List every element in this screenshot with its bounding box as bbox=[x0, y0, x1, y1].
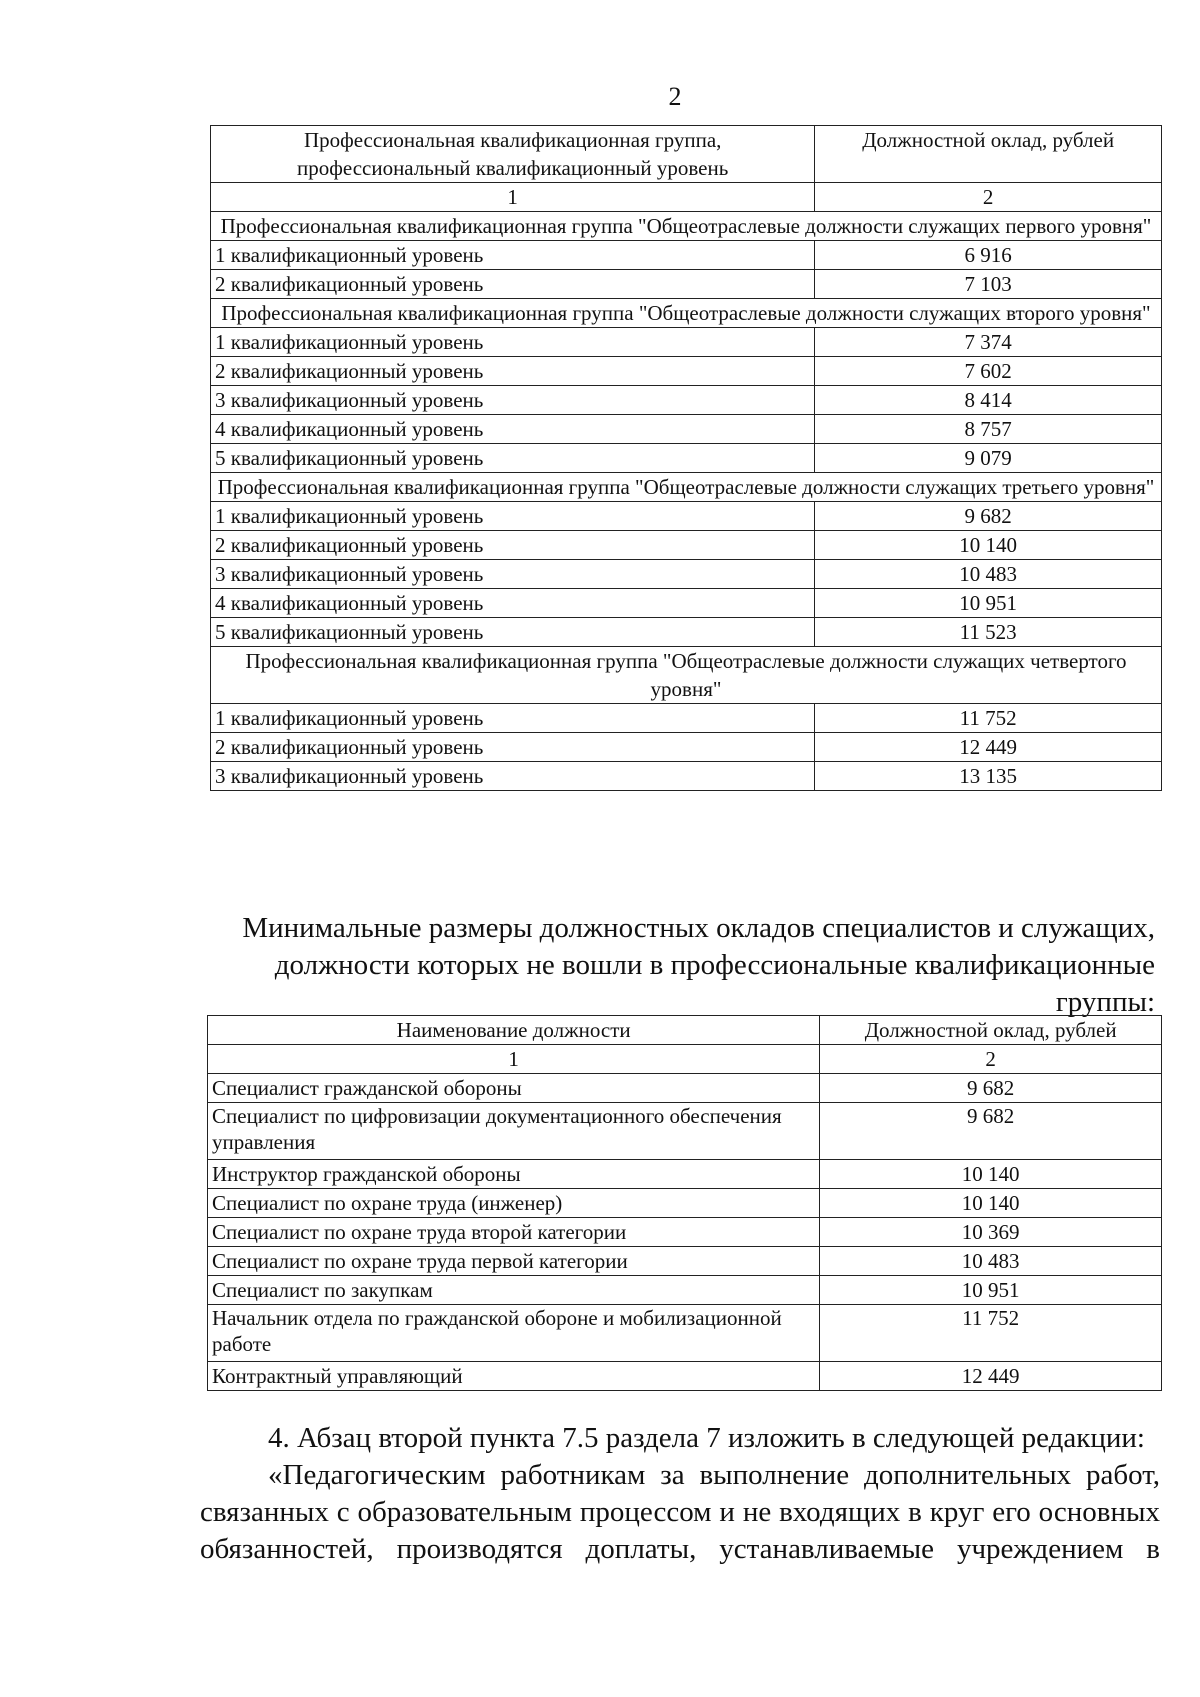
table-row bbox=[211, 270, 1162, 299]
table-row bbox=[211, 444, 1162, 473]
qualification-level: 1 квалификационный уровень bbox=[211, 328, 815, 357]
table-row bbox=[211, 531, 1162, 560]
table-row bbox=[208, 1218, 1162, 1247]
salary-value: 7 374 bbox=[815, 328, 1162, 357]
qualification-level: 2 квалификационный уровень bbox=[211, 531, 815, 560]
salary-value: 7 103 bbox=[815, 270, 1162, 299]
group-title-row bbox=[211, 647, 1162, 704]
position-name: Контрактный управляющий bbox=[208, 1362, 820, 1391]
table-row bbox=[211, 704, 1162, 733]
qualification-level: 5 квалификационный уровень bbox=[211, 444, 815, 473]
salary-value: 10 951 bbox=[815, 589, 1162, 618]
item-4-line-4: обязанностей, производятся доплаты, устанавливаемые учреждением в bbox=[200, 1533, 1160, 1565]
group-title-row bbox=[211, 299, 1162, 328]
table-row bbox=[208, 1305, 1162, 1362]
item-4-line-2: «Педагогическим работникам за выполнение дополнительных работ, bbox=[268, 1459, 1160, 1491]
qualification-level: 3 квалификационный уровень bbox=[211, 762, 815, 791]
table-row bbox=[211, 502, 1162, 531]
table2-col-number-1: 1 bbox=[208, 1045, 820, 1074]
salary-value: 8 414 bbox=[815, 386, 1162, 415]
table1-header-salary: Должностной оклад, рублей bbox=[815, 126, 1162, 183]
salary-value: 8 757 bbox=[815, 415, 1162, 444]
table-row bbox=[211, 328, 1162, 357]
qualification-level: 2 квалификационный уровень bbox=[211, 357, 815, 386]
table-row bbox=[211, 241, 1162, 270]
table-row bbox=[211, 618, 1162, 647]
table-row bbox=[211, 589, 1162, 618]
salary-value: 9 682 bbox=[815, 502, 1162, 531]
table-row bbox=[208, 1189, 1162, 1218]
qualification-level: 4 квалификационный уровень bbox=[211, 415, 815, 444]
qualification-level: 2 квалификационный уровень bbox=[211, 270, 815, 299]
salary-value: 9 682 bbox=[820, 1103, 1162, 1160]
qualification-level: 2 квалификационный уровень bbox=[211, 733, 815, 762]
table1-header-group: Профессиональная квалификационная группа, профессиональный квалификационный уровень bbox=[211, 126, 815, 183]
salary-value: 9 079 bbox=[815, 444, 1162, 473]
qualification-level: 4 квалификационный уровень bbox=[211, 589, 815, 618]
position-name: Инструктор гражданской обороны bbox=[208, 1160, 820, 1189]
qualification-level: 5 квалификационный уровень bbox=[211, 618, 815, 647]
group-title-row bbox=[211, 473, 1162, 502]
page-number: 2 bbox=[668, 82, 682, 111]
position-name: Специалист по цифровизации документационного обеспечения управления bbox=[208, 1103, 820, 1160]
table-row bbox=[208, 1276, 1162, 1305]
salary-value: 12 449 bbox=[815, 733, 1162, 762]
group-title: Профессиональная квалификационная группа "Общеотраслевые должности служащих четвертого уровня" bbox=[211, 647, 1162, 704]
table-row bbox=[208, 1247, 1162, 1276]
item-4-text bbox=[200, 1420, 1160, 1568]
qualification-level: 3 квалификационный уровень bbox=[211, 560, 815, 589]
salary-value: 10 140 bbox=[820, 1189, 1162, 1218]
table1-col-number-1: 1 bbox=[211, 183, 815, 212]
item-4-line-3: связанных с образовательным процессом и не входящих в круг его основных bbox=[200, 1496, 1160, 1528]
position-name: Специалист гражданской обороны bbox=[208, 1074, 820, 1103]
salary-groups-table bbox=[210, 125, 1162, 791]
heading-line-1: Минимальные размеры должностных окладов специалистов и служащих, bbox=[242, 912, 1155, 944]
salary-value: 10 140 bbox=[820, 1160, 1162, 1189]
salary-value: 11 752 bbox=[815, 704, 1162, 733]
salary-value: 7 602 bbox=[815, 357, 1162, 386]
table-row bbox=[208, 1160, 1162, 1189]
salary-value: 10 483 bbox=[820, 1247, 1162, 1276]
table-row bbox=[211, 415, 1162, 444]
table-row bbox=[211, 386, 1162, 415]
group-title-row bbox=[211, 212, 1162, 241]
salary-value: 10 369 bbox=[820, 1218, 1162, 1247]
position-name: Специалист по охране труда (инженер) bbox=[208, 1189, 820, 1218]
other-positions-table bbox=[207, 1015, 1162, 1391]
position-name: Специалист по закупкам bbox=[208, 1276, 820, 1305]
salary-value: 10 140 bbox=[815, 531, 1162, 560]
table-row bbox=[208, 1074, 1162, 1103]
qualification-level: 1 квалификационный уровень bbox=[211, 704, 815, 733]
group-title: Профессиональная квалификационная группа "Общеотраслевые должности служащих второго уровня" bbox=[211, 299, 1162, 328]
qualification-level: 1 квалификационный уровень bbox=[211, 241, 815, 270]
table-row bbox=[208, 1103, 1162, 1160]
salary-value: 10 483 bbox=[815, 560, 1162, 589]
item-4-line-1: 4. Абзац второй пункта 7.5 раздела 7 изложить в следующей редакции: bbox=[268, 1422, 1145, 1454]
salary-value: 6 916 bbox=[815, 241, 1162, 270]
salary-value: 11 523 bbox=[815, 618, 1162, 647]
table-row bbox=[211, 560, 1162, 589]
table-row bbox=[211, 733, 1162, 762]
heading-line-2: должности которых не вошли в профессиональные квалификационные группы: bbox=[274, 949, 1155, 1018]
salary-value: 13 135 bbox=[815, 762, 1162, 791]
salary-value: 9 682 bbox=[820, 1074, 1162, 1103]
section-heading bbox=[190, 910, 1155, 1021]
table-row bbox=[211, 357, 1162, 386]
salary-value: 10 951 bbox=[820, 1276, 1162, 1305]
table2-col-number-2: 2 bbox=[820, 1045, 1162, 1074]
qualification-level: 3 квалификационный уровень bbox=[211, 386, 815, 415]
qualification-level: 1 квалификационный уровень bbox=[211, 502, 815, 531]
salary-value: 12 449 bbox=[820, 1362, 1162, 1391]
group-title: Профессиональная квалификационная группа "Общеотраслевые должности служащих третьего уровня" bbox=[211, 473, 1162, 502]
group-title: Профессиональная квалификационная группа "Общеотраслевые должности служащих первого уровня" bbox=[211, 212, 1162, 241]
position-name: Начальник отдела по гражданской обороне и мобилизационной работе bbox=[208, 1305, 820, 1362]
position-name: Специалист по охране труда второй категории bbox=[208, 1218, 820, 1247]
salary-value: 11 752 bbox=[820, 1305, 1162, 1362]
table-row bbox=[208, 1362, 1162, 1391]
table2-header-salary: Должностной оклад, рублей bbox=[820, 1016, 1162, 1045]
position-name: Специалист по охране труда первой категории bbox=[208, 1247, 820, 1276]
table2-header-position: Наименование должности bbox=[208, 1016, 820, 1045]
table-row bbox=[211, 762, 1162, 791]
table1-col-number-2: 2 bbox=[815, 183, 1162, 212]
